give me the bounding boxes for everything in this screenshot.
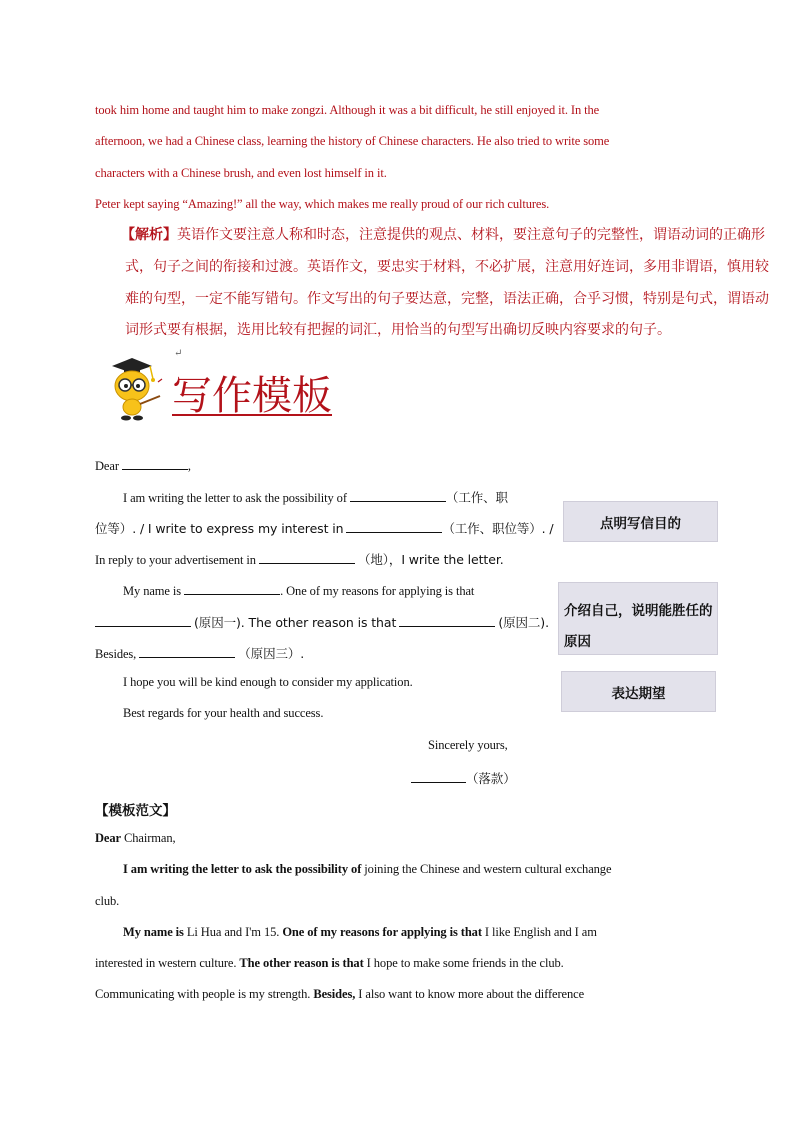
side-box-purpose-label: 点明写信目的 xyxy=(600,515,681,532)
p1-text-f: （地），I write the letter. xyxy=(357,552,504,567)
story-line-3: characters with a Chinese brush, and even lost himself in it. xyxy=(95,166,387,180)
template-p2-line3 xyxy=(95,644,304,662)
template-p1-line1 xyxy=(123,488,508,506)
story-line-1: took him home and taught him to make zongzi. Although it was a bit difficult, he still enjoyed it. In the xyxy=(95,103,600,117)
p2-text-c: (原因一). The other reason is that xyxy=(194,615,397,630)
p1-text-d: （工作、职位等）. / xyxy=(442,521,554,536)
sample-l3-rest-1: Li Hua and I'm 15. xyxy=(183,925,283,939)
p2-text-b: . One of my reasons for applying is that xyxy=(280,584,475,598)
p1-text-e: In reply to your advertisement in xyxy=(95,553,256,567)
sample-line-3 xyxy=(123,925,597,940)
recipient-blank xyxy=(122,457,188,470)
side-box-intro-line1: 介绍自己，说明能胜任的 xyxy=(564,603,713,619)
scholar-mascot-icon xyxy=(106,352,166,424)
sample-greeting xyxy=(95,831,176,846)
template-p2-line2 xyxy=(95,613,549,631)
template-p1-line2 xyxy=(95,519,554,537)
sample-l5-bold: Besides, xyxy=(313,987,356,1001)
template-p1-line3 xyxy=(95,550,504,568)
analysis-line-3: 难的句型，一定不能写错句。作文写出的句子要达意，完整，语法正确，合乎习惯，特别是句式，谓语动 xyxy=(125,291,769,307)
p2-text-a: My name is xyxy=(123,584,182,598)
p2-text-e: Besides, xyxy=(95,647,137,661)
template-p2-line1 xyxy=(123,582,474,599)
name-blank xyxy=(184,582,280,595)
sample-l1-rest: joining the Chinese and western cultural exchange xyxy=(361,862,612,876)
p2-text-d: (原因二). xyxy=(498,615,549,630)
sample-recipient: Chairman, xyxy=(120,831,176,845)
sample-l3-rest-2: I like English and I am xyxy=(481,925,597,939)
side-box-intro-line2: 原因 xyxy=(564,634,591,650)
job-blank-2 xyxy=(346,520,442,533)
analysis-line-4: 词形式要有根据，选用比较有把握的词汇，用恰当的句型写出确切反映内容要求的句子。 xyxy=(125,322,671,338)
side-box-introduction xyxy=(558,582,718,655)
sample-l1-bold: I am writing the letter to ask the possibility of xyxy=(123,862,362,876)
sample-line-1 xyxy=(123,862,611,877)
side-box-expectation xyxy=(561,671,716,712)
reason2-blank xyxy=(399,614,495,627)
analysis-line-1: 英语作文要注意人称和时态，注意提供的观点、材料，要注意句子的完整性，谓语动词的正确形 xyxy=(177,227,765,243)
analysis-line-2: 式，句子之间的衔接和过渡。英语作文，要忠实于材料，不必扩展，注意用好连词，多用非谓语，慎用较 xyxy=(125,259,769,275)
sample-l3-bold-1: My name is xyxy=(123,925,184,939)
story-line-4: Peter kept saying “Amazing!” all the way, which makes me really proud of our rich cultures. xyxy=(95,197,550,211)
template-title: 写作模板 xyxy=(172,373,332,419)
sample-l4-rest-1: interested in western culture. xyxy=(95,956,240,970)
sample-line-5 xyxy=(95,987,584,1002)
story-line-2: afternoon, we had a Chinese class, learning the history of Chinese characters. He also tried to write some xyxy=(95,134,610,148)
p1-text-b: （工作、职 xyxy=(445,490,508,505)
dear-label: Dear xyxy=(95,459,119,473)
sample-l3-bold-2: One of my reasons for applying is that xyxy=(282,925,482,939)
sample-line-4 xyxy=(95,956,564,971)
sample-dear: Dear xyxy=(95,831,121,845)
small-mark-icon: ↵ xyxy=(174,348,183,359)
sample-l4-bold: The other reason is that xyxy=(239,956,364,970)
p2-text-f: （原因三）. xyxy=(238,646,305,661)
sample-l4-rest-2: I hope to make some friends in the club. xyxy=(363,956,564,970)
reason3-blank xyxy=(139,645,235,658)
template-p3: I hope you will be kind enough to consider my application. xyxy=(123,675,413,689)
sample-heading: 【模板范文】 xyxy=(95,803,176,819)
signature-blank xyxy=(411,770,466,783)
p1-text-c: 位等）. / I write to express my interest in xyxy=(95,521,344,536)
sample-l5-rest-2: I also want to know more about the difference xyxy=(355,987,585,1001)
side-box-purpose xyxy=(563,501,718,542)
template-signature xyxy=(411,769,516,787)
place-blank xyxy=(259,551,355,564)
greeting-comma: , xyxy=(187,459,191,473)
reason1-blank xyxy=(95,614,191,627)
template-p4: Best regards for your health and success. xyxy=(123,706,324,720)
sample-l5-rest-1: Communicating with people is my strength. xyxy=(95,987,314,1001)
p1-text-a: I am writing the letter to ask the possibility of xyxy=(123,491,347,505)
template-closing: Sincerely yours, xyxy=(428,738,508,752)
signature-label: （落款） xyxy=(466,771,516,786)
job-blank-1 xyxy=(350,489,446,502)
analysis-tag: 【解析】 xyxy=(121,227,177,243)
template-greeting xyxy=(95,457,191,474)
sample-line-2: club. xyxy=(95,894,120,908)
side-box-expectation-label: 表达期望 xyxy=(611,685,666,702)
